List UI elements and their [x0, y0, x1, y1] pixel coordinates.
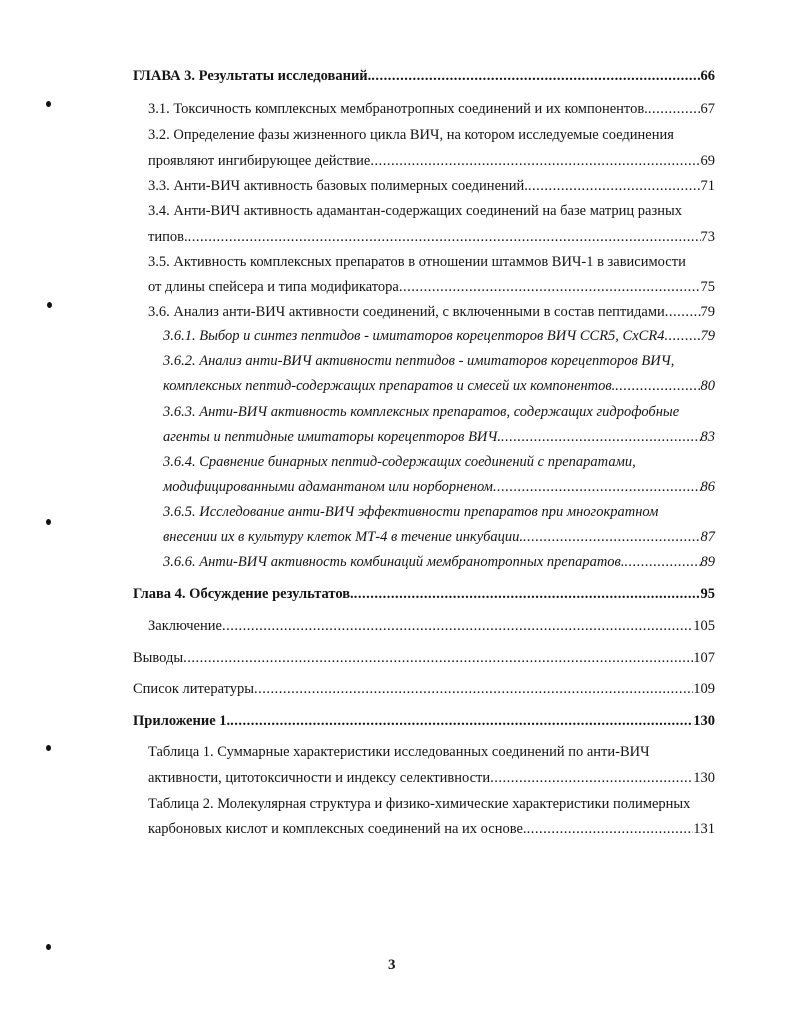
toc-subsection-3-6-3-line1: 3.6.3. Анти-ВИЧ активность комплексных препаратов, содержащих гидрофобные	[163, 404, 680, 420]
toc-chapter-4[interactable]	[133, 585, 715, 603]
toc-page-number: 109	[693, 681, 715, 697]
toc-page-number: 87	[700, 529, 715, 545]
toc-leader-dots	[371, 67, 700, 85]
toc-subsection-3-6-3[interactable]	[163, 428, 715, 446]
toc-leader-dots	[615, 377, 700, 395]
toc-leader-dots	[664, 327, 700, 345]
toc-subsection-3-6-2-line1: 3.6.2. Анализ анти-ВИЧ активности пептидов - имитаторов корецепторов ВИЧ,	[163, 353, 675, 369]
toc-findings[interactable]	[133, 649, 715, 667]
toc-page-number: 80	[700, 378, 715, 394]
toc-page-number: 73	[700, 229, 715, 245]
toc-section-3-4-line1: 3.4. Анти-ВИЧ активность адамантан-содержащих соединений на базе матриц разных	[148, 203, 682, 219]
toc-leader-dots	[354, 585, 701, 603]
toc-entry-title: карбоновых кислот и комплексных соединений на их основе.	[148, 821, 527, 837]
toc-section-3-3[interactable]	[148, 177, 715, 195]
toc-page-number: 79	[700, 304, 715, 320]
toc-page-number: 95	[700, 586, 715, 602]
toc-page-number: 130	[693, 713, 715, 729]
toc-page-number: 131	[693, 821, 715, 837]
toc-entry-title: 3.6.6. Анти-ВИЧ активность комбинаций мембранотропных препаратов.	[163, 554, 625, 570]
binding-hole-mark	[46, 101, 51, 107]
binding-hole-mark	[47, 302, 52, 308]
toc-page-number: 79	[700, 328, 715, 344]
toc-entry-title: 3.6. Анализ анти-ВИЧ активности соединений, с включенными в состав пептидами	[148, 304, 665, 320]
toc-entry-title: активности, цитотоксичности и индексу селективности	[148, 770, 491, 786]
toc-entry-title: Список литературы	[133, 681, 255, 697]
toc-entry-title: ГЛАВА 3. Результаты исследований.	[133, 68, 372, 84]
toc-leader-dots	[490, 769, 693, 787]
toc-page-number: 86	[700, 479, 715, 495]
toc-section-3-2[interactable]	[148, 152, 715, 170]
toc-leader-dots	[370, 152, 700, 170]
toc-leader-dots	[528, 177, 701, 195]
toc-leader-dots	[527, 820, 694, 838]
toc-entry-title: Заключение	[148, 618, 222, 634]
toc-entry-title: проявляют ингибирующее действие	[148, 153, 371, 169]
toc-subsection-3-6-4-line1: 3.6.4. Сравнение бинарных пептид-содержащих соединений с препаратами,	[163, 454, 636, 470]
toc-entry-title: 3.1. Токсичность комплексных мембранотропных соединений и их компонентов.	[148, 101, 648, 117]
toc-entry-title: 3.6.1. Выбор и синтез пептидов - имитаторов корецепторов ВИЧ CCR5, CxCR4	[163, 328, 665, 344]
toc-section-3-6[interactable]	[148, 303, 715, 321]
binding-hole-mark	[46, 944, 51, 950]
toc-section-3-5[interactable]	[148, 278, 715, 296]
toc-leader-dots	[222, 617, 693, 635]
toc-entry-title: Выводы	[133, 650, 184, 666]
toc-entry-title: 3.3. Анти-ВИЧ активность базовых полимерных соединений.	[148, 178, 528, 194]
toc-leader-dots	[624, 553, 700, 571]
toc-page-number: 130	[693, 770, 715, 786]
toc-leader-dots	[188, 228, 701, 246]
toc-entry-title: Глава 4. Обсуждение результатов.	[133, 586, 354, 602]
toc-leader-dots	[399, 278, 701, 296]
toc-page-number: 71	[700, 178, 715, 194]
toc-entry-title: внесении их в культуру клеток МТ-4 в течение инкубации.	[163, 529, 524, 545]
toc-entry-title: типов.	[148, 229, 188, 245]
toc-page-number: 67	[700, 101, 715, 117]
toc-entry-title: от длины спейсера и типа модификатора	[148, 279, 399, 295]
toc-leader-dots	[493, 478, 701, 496]
toc-leader-dots	[648, 100, 701, 118]
binding-hole-mark	[46, 745, 51, 751]
toc-section-3-4[interactable]	[148, 228, 715, 246]
toc-leader-dots	[665, 303, 701, 321]
toc-entry-title: агенты и пептидные имитаторы корецепторов ВИЧ.	[163, 429, 502, 445]
toc-entry-title: Приложение 1.	[133, 713, 231, 729]
toc-subsection-3-6-6[interactable]	[163, 553, 715, 571]
toc-leader-dots	[523, 528, 700, 546]
binding-hole-mark	[46, 519, 51, 525]
toc-page-number: 75	[700, 279, 715, 295]
toc-page-number: 69	[700, 153, 715, 169]
toc-page-number: 89	[700, 554, 715, 570]
toc-references[interactable]	[133, 680, 715, 698]
toc-leader-dots	[501, 428, 700, 446]
toc-page-number: 105	[693, 618, 715, 634]
toc-section-3-2-line1: 3.2. Определение фазы жизненного цикла ВИЧ, на котором исследуемые соединения	[148, 127, 674, 143]
toc-conclusion[interactable]	[148, 617, 715, 635]
toc-subsection-3-6-5-line1: 3.6.5. Исследование анти-ВИЧ эффективности препаратов при многократном	[163, 504, 659, 520]
toc-entry-title: комплексных пептид-содержащих препаратов и смесей их компонентов.	[163, 378, 616, 394]
toc-appendix-1[interactable]	[133, 712, 715, 730]
toc-subsection-3-6-2[interactable]	[163, 377, 715, 395]
toc-chapter-3[interactable]	[133, 67, 715, 85]
toc-leader-dots	[254, 680, 693, 698]
toc-entry-title: модифицированными адамантаном или норборненом	[163, 479, 493, 495]
toc-subsection-3-6-4[interactable]	[163, 478, 715, 496]
toc-table-1[interactable]	[148, 769, 715, 787]
toc-section-3-1[interactable]	[148, 100, 715, 118]
toc-table-1-line1: Таблица 1. Суммарные характеристики исследованных соединений по анти-ВИЧ	[148, 744, 650, 760]
toc-subsection-3-6-1[interactable]	[163, 327, 715, 345]
toc-leader-dots	[183, 649, 693, 667]
toc-page-number: 107	[693, 650, 715, 666]
toc-leader-dots	[230, 712, 693, 730]
toc-page-number: 83	[700, 429, 715, 445]
page-number: 3	[388, 957, 396, 973]
toc-section-3-5-line1: 3.5. Активность комплексных препаратов в отношении штаммов ВИЧ-1 в зависимости	[148, 254, 686, 270]
toc-page-number: 66	[700, 68, 715, 84]
toc-table-2[interactable]	[148, 820, 715, 838]
toc-table-2-line1: Таблица 2. Молекулярная структура и физико-химические характеристики полимерных	[148, 796, 691, 812]
toc-subsection-3-6-5[interactable]	[163, 528, 715, 546]
